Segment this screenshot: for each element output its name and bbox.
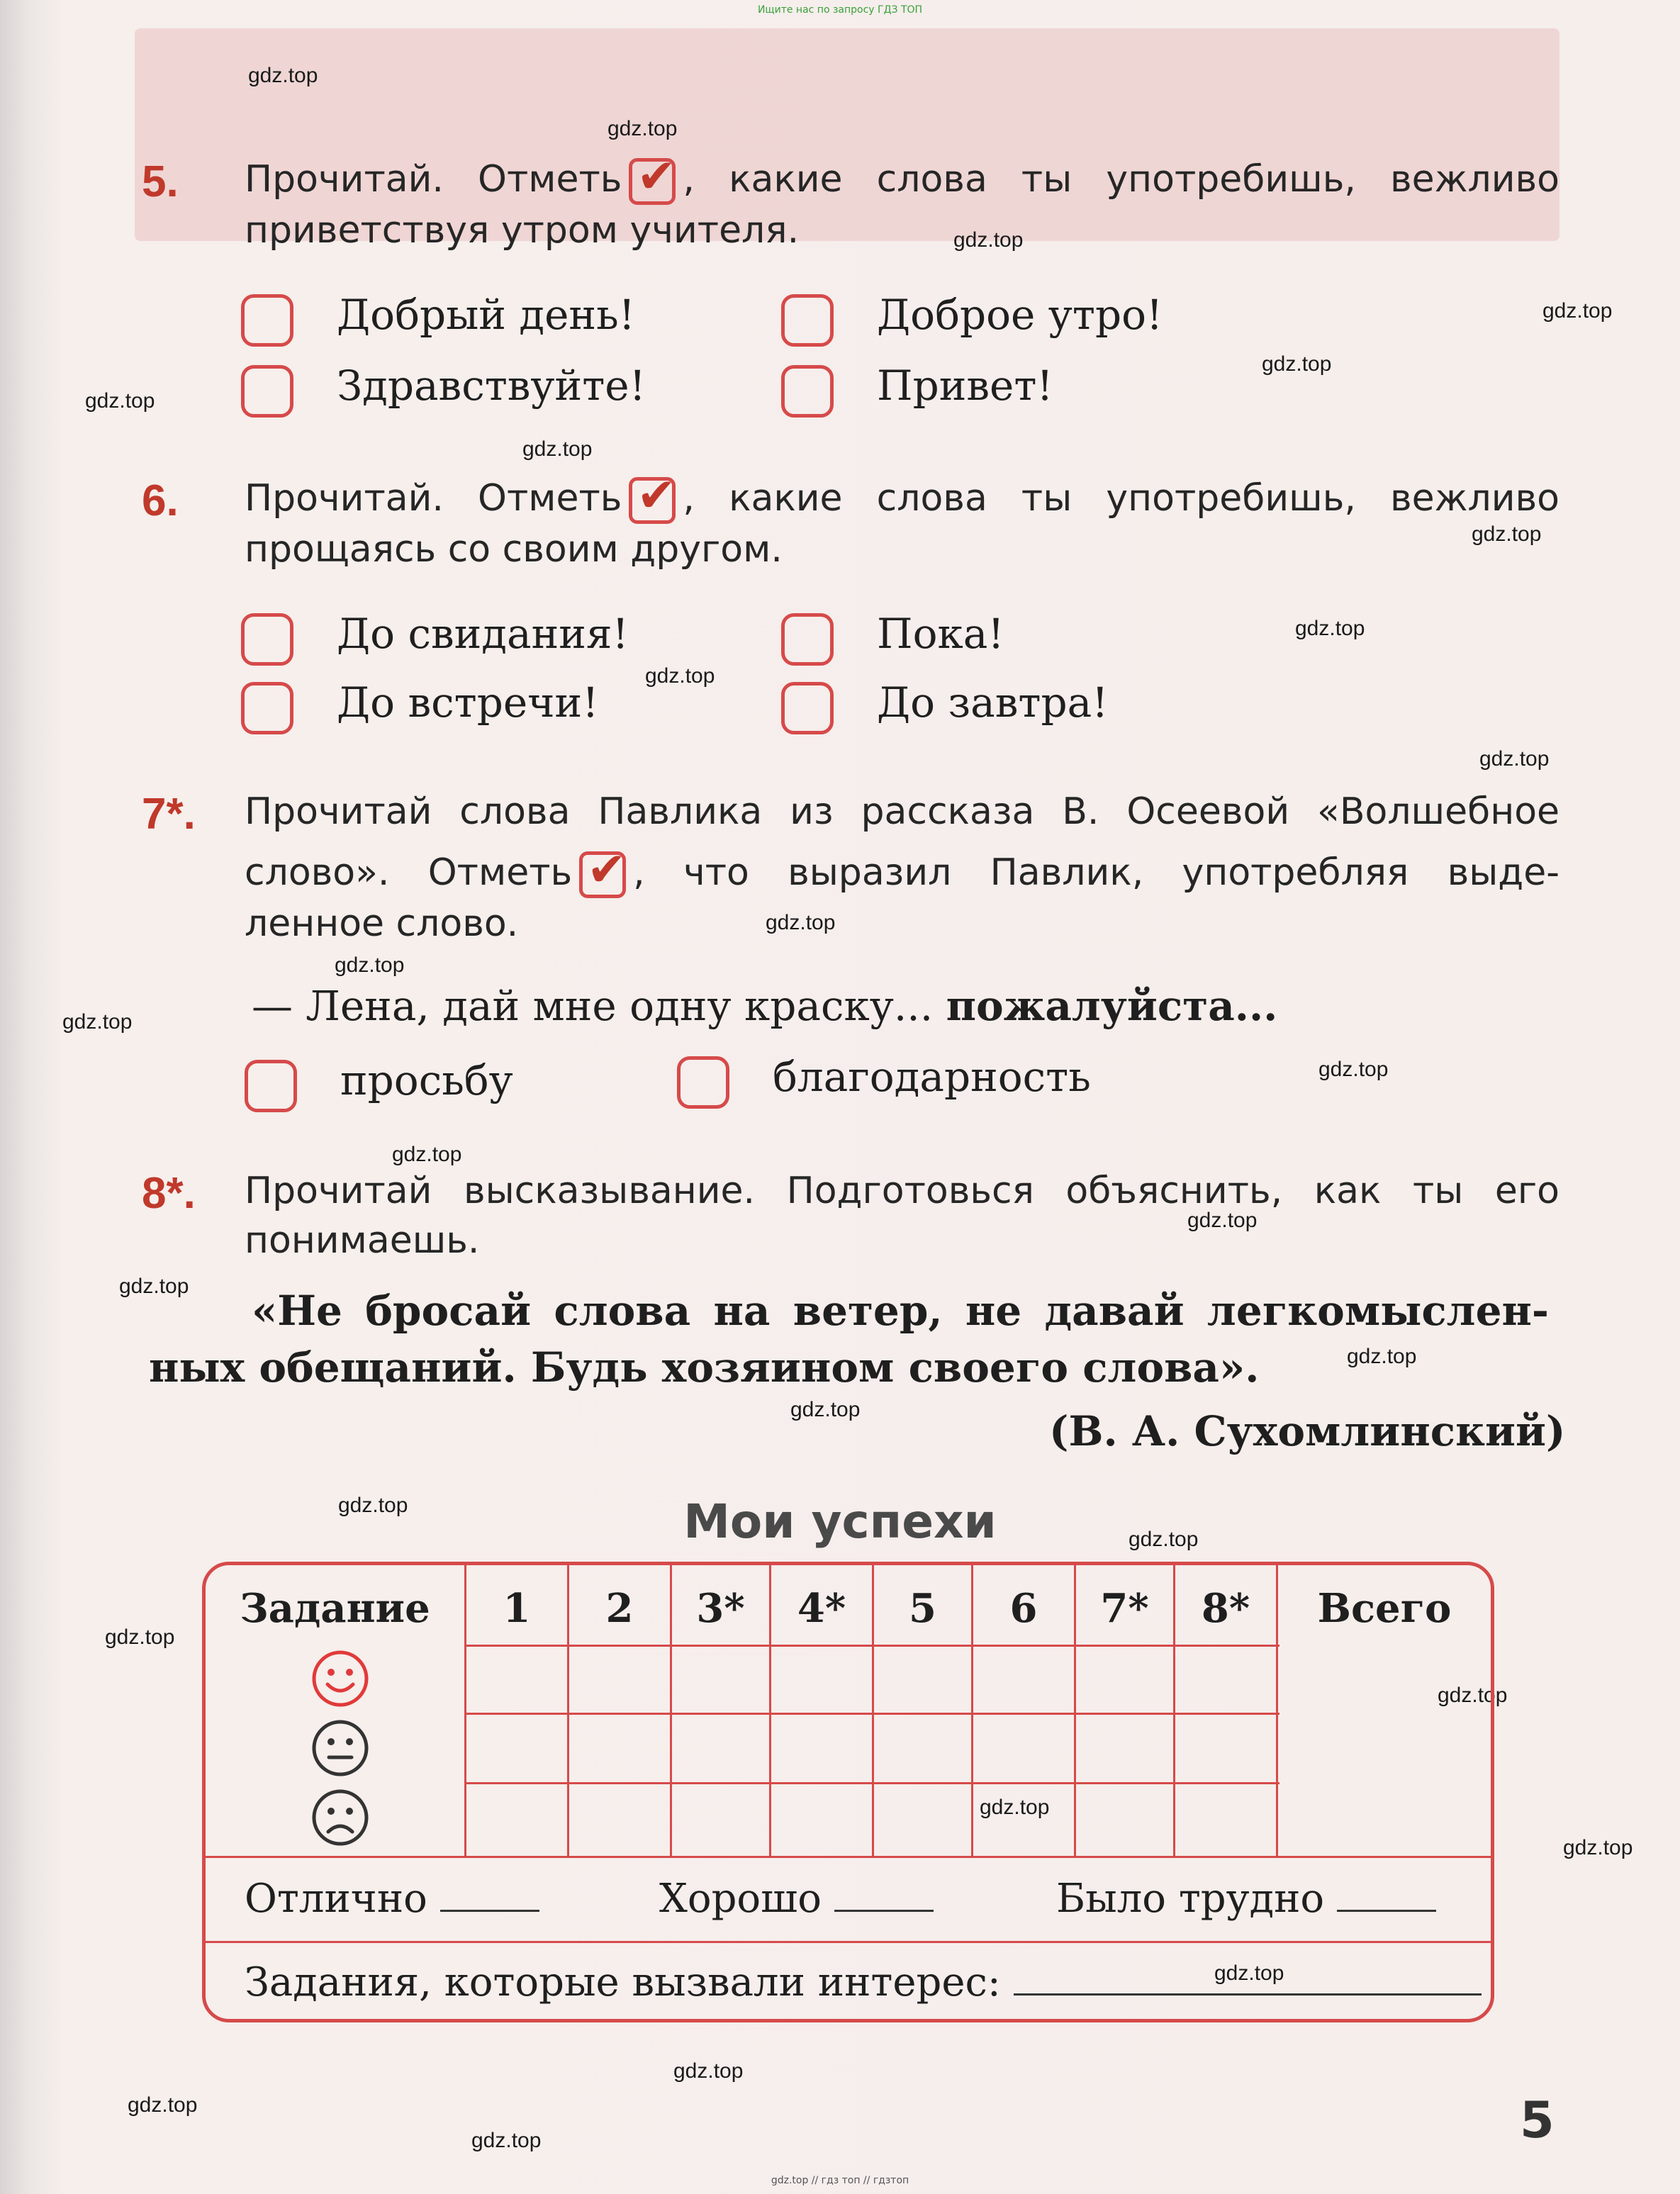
header-col: 6 [1009,1585,1038,1632]
header-col: 7* [1100,1585,1149,1632]
watermark: gdz.top [1542,299,1613,323]
watermark: gdz.top [1214,1961,1284,1985]
watermark: gdz.top [1187,1209,1258,1232]
checkbox-dobryi-den[interactable] [241,294,293,347]
grid-line [464,1713,1279,1715]
watermark: gdz.top [119,1275,189,1298]
watermark: gdz.top [392,1143,462,1166]
option-label: Здравствуйте! [337,362,646,410]
task-number: 6. [142,476,179,525]
task-instruction-line2: слово». Отметь ✔ , что выразил Павлик, употребляя выде- [245,842,1560,897]
task-instruction-line2: приветствуя утром учителя. [245,209,800,252]
task-instruction: Прочитай. Отметь ✔ , какие слова ты употребишь, вежливо [245,149,1559,203]
good-answer-line[interactable] [834,1910,934,1912]
task-instruction-line2: понимаешь. [245,1219,480,1262]
successes-title: Мои успехи [683,1494,997,1549]
checkbox-do-vstrechi[interactable] [241,682,293,734]
hard-answer-line[interactable] [1337,1910,1436,1912]
watermark: gdz.top [980,1796,1050,1819]
task-instruction-line2: прощаясь со своим другом. [245,528,783,571]
rating-excellent: Отлично [245,1876,539,1922]
watermark: gdz.top [673,2059,744,2083]
task-instruction-line3: ленное слово. [245,902,519,945]
option-label: Добрый день! [337,291,635,339]
page-number: 5 [1520,2091,1555,2149]
header-note: Ищите нас по запросу ГДЗ ТОП [757,4,923,16]
checkbox-zdravstvuite[interactable] [241,365,293,418]
header-col: 3* [696,1585,745,1632]
watermark: gdz.top [128,2093,198,2117]
watermark: gdz.top [1438,1684,1508,1707]
option-label: До встречи! [337,678,599,727]
sad-face-icon [310,1788,370,1847]
checkbox-dobroe-utro[interactable] [781,294,834,347]
watermark: gdz.top [607,117,678,140]
watermark: gdz.top [471,2129,542,2152]
watermark: gdz.top [1318,1058,1389,1081]
option-label: Доброе утро! [877,291,1163,339]
check-sample-icon: ✔ [629,158,676,205]
happy-face-icon [310,1649,370,1708]
header-col: 2 [605,1585,634,1632]
watermark: gdz.top [766,911,836,934]
checkbox-privet[interactable] [781,365,834,418]
rating-good: Хорошо [659,1876,934,1922]
watermark: gdz.top [522,437,593,461]
task-instruction: Прочитай слова Павлика из рассказа В. Осеевой «Волшебное [245,790,1559,833]
option-label: Привет! [877,362,1053,410]
watermark: gdz.top [105,1625,175,1649]
option-label: До завтра! [877,678,1109,727]
watermark: gdz.top [335,953,405,977]
task-number: 7*. [142,790,196,839]
watermark: gdz.top [953,228,1024,252]
watermark: gdz.top [248,64,318,87]
header-col: 4* [797,1585,846,1632]
rating-hard: Было трудно [1056,1876,1436,1922]
header-col: 5 [909,1585,936,1632]
footer-note: gdz.top // гдз топ // гдзтоп [771,2175,909,2186]
header-zadanie: Задание [240,1585,430,1632]
quote-line-1: «Не бросай слова на ветер, не давай легкомыслен- [252,1287,1549,1335]
checkbox-do-zavtra[interactable] [781,682,834,734]
watermark: gdz.top [1472,522,1542,546]
watermark: gdz.top [1347,1345,1417,1368]
quote-line: — Лена, дай мне одну краску... пожалуйста... [252,982,1278,1030]
task-number: 8*. [142,1169,196,1218]
grid-line [206,1941,1491,1943]
watermark: gdz.top [1295,617,1365,640]
grid-line [464,1782,1279,1784]
option-label: просьбу [340,1056,513,1104]
task-number: 5. [142,157,179,206]
checkbox-do-svidaniya[interactable] [241,613,293,666]
option-label: Пока! [877,610,1004,658]
watermark: gdz.top [1479,747,1550,771]
quote-author: (В. А. Сухомлинский) [1049,1407,1566,1455]
checkbox-poka[interactable] [781,613,834,666]
task-instruction: Прочитай. Отметь ✔ , какие слова ты употребишь, вежливо [245,468,1559,522]
checkbox-prosbu[interactable] [245,1060,297,1112]
grid-line [464,1645,1279,1647]
option-label: До свидания! [337,610,629,658]
watermark: gdz.top [85,389,155,413]
watermark: gdz.top [62,1010,133,1034]
header-col: 1 [503,1585,531,1632]
watermark: gdz.top [790,1398,861,1421]
watermark: gdz.top [1563,1836,1633,1859]
interest-row: Задания, которые вызвали интерес: [245,1959,1482,2005]
quote-line-2: ных обещаний. Будь хозяином своего слова». [149,1343,1260,1392]
successes-table [202,1562,1494,2022]
watermark: gdz.top [338,1494,408,1517]
check-sample-icon: ✔ [629,477,676,524]
option-label: благодарность [773,1053,1091,1101]
interest-answer-line[interactable] [1014,1993,1482,1996]
header-col: 8* [1201,1585,1250,1632]
header-vsego: Всего [1317,1585,1452,1632]
task-instruction: Прочитай высказывание. Подготовься объяснить, как ты его [245,1170,1559,1212]
grid-line [206,1856,1491,1858]
watermark: gdz.top [1262,352,1332,376]
check-sample-icon: ✔ [579,851,626,898]
neutral-face-icon [310,1718,370,1778]
checkbox-blagodarnost[interactable] [677,1056,729,1109]
watermark: gdz.top [1129,1528,1199,1551]
excellent-answer-line[interactable] [440,1910,539,1912]
watermark: gdz.top [645,664,715,688]
